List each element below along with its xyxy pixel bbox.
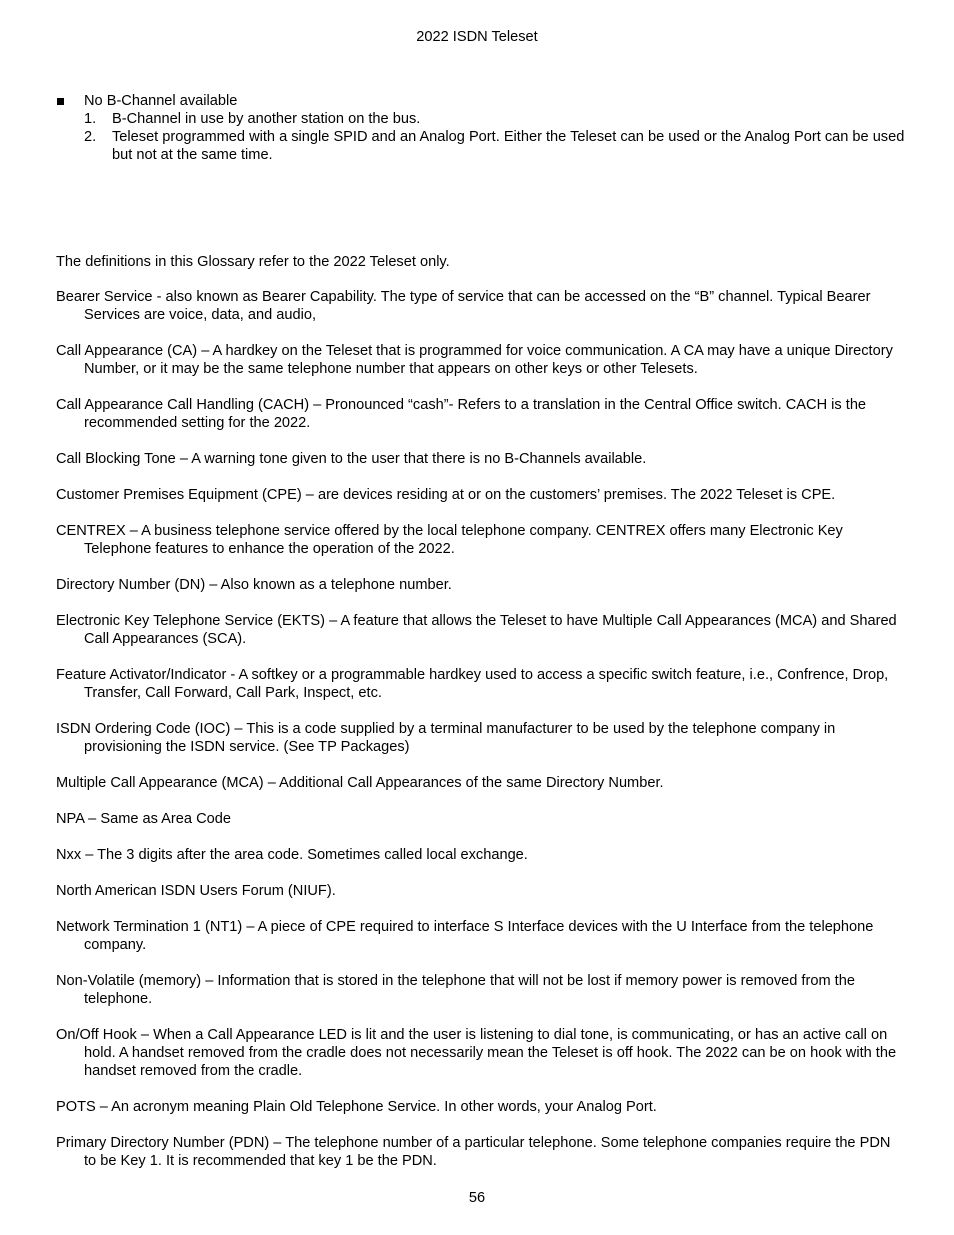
glossary-entry: Customer Premises Equipment (CPE) – are devices residing at or on the customers’ premises. The 2022 Teleset is CPE. [56,487,836,503]
glossary-entry: POTS – An acronym meaning Plain Old Telephone Service. In other words, your Analog Port. [56,1099,657,1115]
glossary-entry: CENTREX – A business telephone service offered by the local telephone company. CENTREX offers many Electronic Key Telephone features to enhance the operation of the 2022. [56,523,843,557]
item-text: Teleset programmed with a single SPID and an Analog Port. Either the Teleset can be used or the Analog Port can be used but not at the same time. [112,129,905,163]
item-number: 2. [84,129,97,145]
glossary-entry: Non-Volatile (memory) – Information that is stored in the telephone that will not be lost if memory power is removed from the telephone. [56,973,855,1007]
glossary-entry: North American ISDN Users Forum (NIUF). [56,883,336,899]
glossary-list [56,288,906,1188]
glossary-entry: Directory Number (DN) – Also known as a telephone number. [56,577,452,593]
no-b-channel-section [56,92,906,164]
glossary-entry: Call Appearance Call Handling (CACH) – Pronounced “cash”- Refers to a translation in the Central Office switch. CACH is the recommended setting for the 2022. [56,397,867,431]
square-bullet-icon [57,98,64,105]
glossary-entry: Bearer Service - also known as Bearer Capability. The type of service that can be accessed on the “B” channel. Typical Bearer Services are voice, data, and audio, [56,289,871,323]
item-number: 1. [84,111,97,127]
glossary-entry: Electronic Key Telephone Service (EKTS) – A feature that allows the Teleset to have Multiple Call Appearances (MCA) and Shared Call Appearances (SCA). [56,613,897,647]
glossary-intro: The definitions in this Glossary refer to the 2022 Teleset only. [56,254,450,270]
glossary-entry: Network Termination 1 (NT1) – A piece of CPE required to interface S Interface devices with the U Interface from the telephone company. [56,919,874,953]
glossary-entry: Feature Activator/Indicator - A softkey or a programmable hardkey used to access a specific switch feature, i.e., Confrence, Drop, Transfer, Call Forward, Call Park, Inspect, etc. [56,667,889,701]
glossary-entry: Multiple Call Appearance (MCA) – Additional Call Appearances of the same Directory Number. [56,775,664,791]
glossary-entry: Call Blocking Tone – A warning tone given to the user that there is no B-Channels available. [56,451,647,467]
glossary-entry: NPA – Same as Area Code [56,811,231,827]
glossary-entry: Nxx – The 3 digits after the area code. Sometimes called local exchange. [56,847,528,863]
glossary-entry: On/Off Hook – When a Call Appearance LED is lit and the user is listening to dial tone, is communicating, or has an active call on hold. A handset removed from the cradle does not necessarily mean the Teleset is off hook. The 2022 can be on hook with the handset removed from the cradle. [56,1027,897,1079]
numbered-item [56,128,906,164]
glossary-entry: Primary Directory Number (PDN) – The telephone number of a particular telephone. Some telephone companies require the PDN to be Key 1. It is recommended that key 1 be the PDN. [56,1135,891,1169]
glossary-entry: Call Appearance (CA) – A hardkey on the Teleset that is programmed for voice communication. A CA may have a unique Directory Number, or it may be the same telephone number that appears on other keys or other Telesets. [56,343,893,377]
page-number: 56 [468,1190,486,1206]
item-text: B-Channel in use by another station on the bus. [112,111,421,127]
glossary-entry: ISDN Ordering Code (IOC) – This is a code supplied by a terminal manufacturer to be used by the telephone company in provisioning the ISDN service. (See TP Packages) [56,721,836,755]
bullet-label: No B-Channel available [84,93,238,109]
numbered-list [56,110,906,164]
page-header-title: 2022 ISDN Teleset [416,29,538,45]
bullet-item [56,92,906,110]
numbered-item [56,110,906,128]
